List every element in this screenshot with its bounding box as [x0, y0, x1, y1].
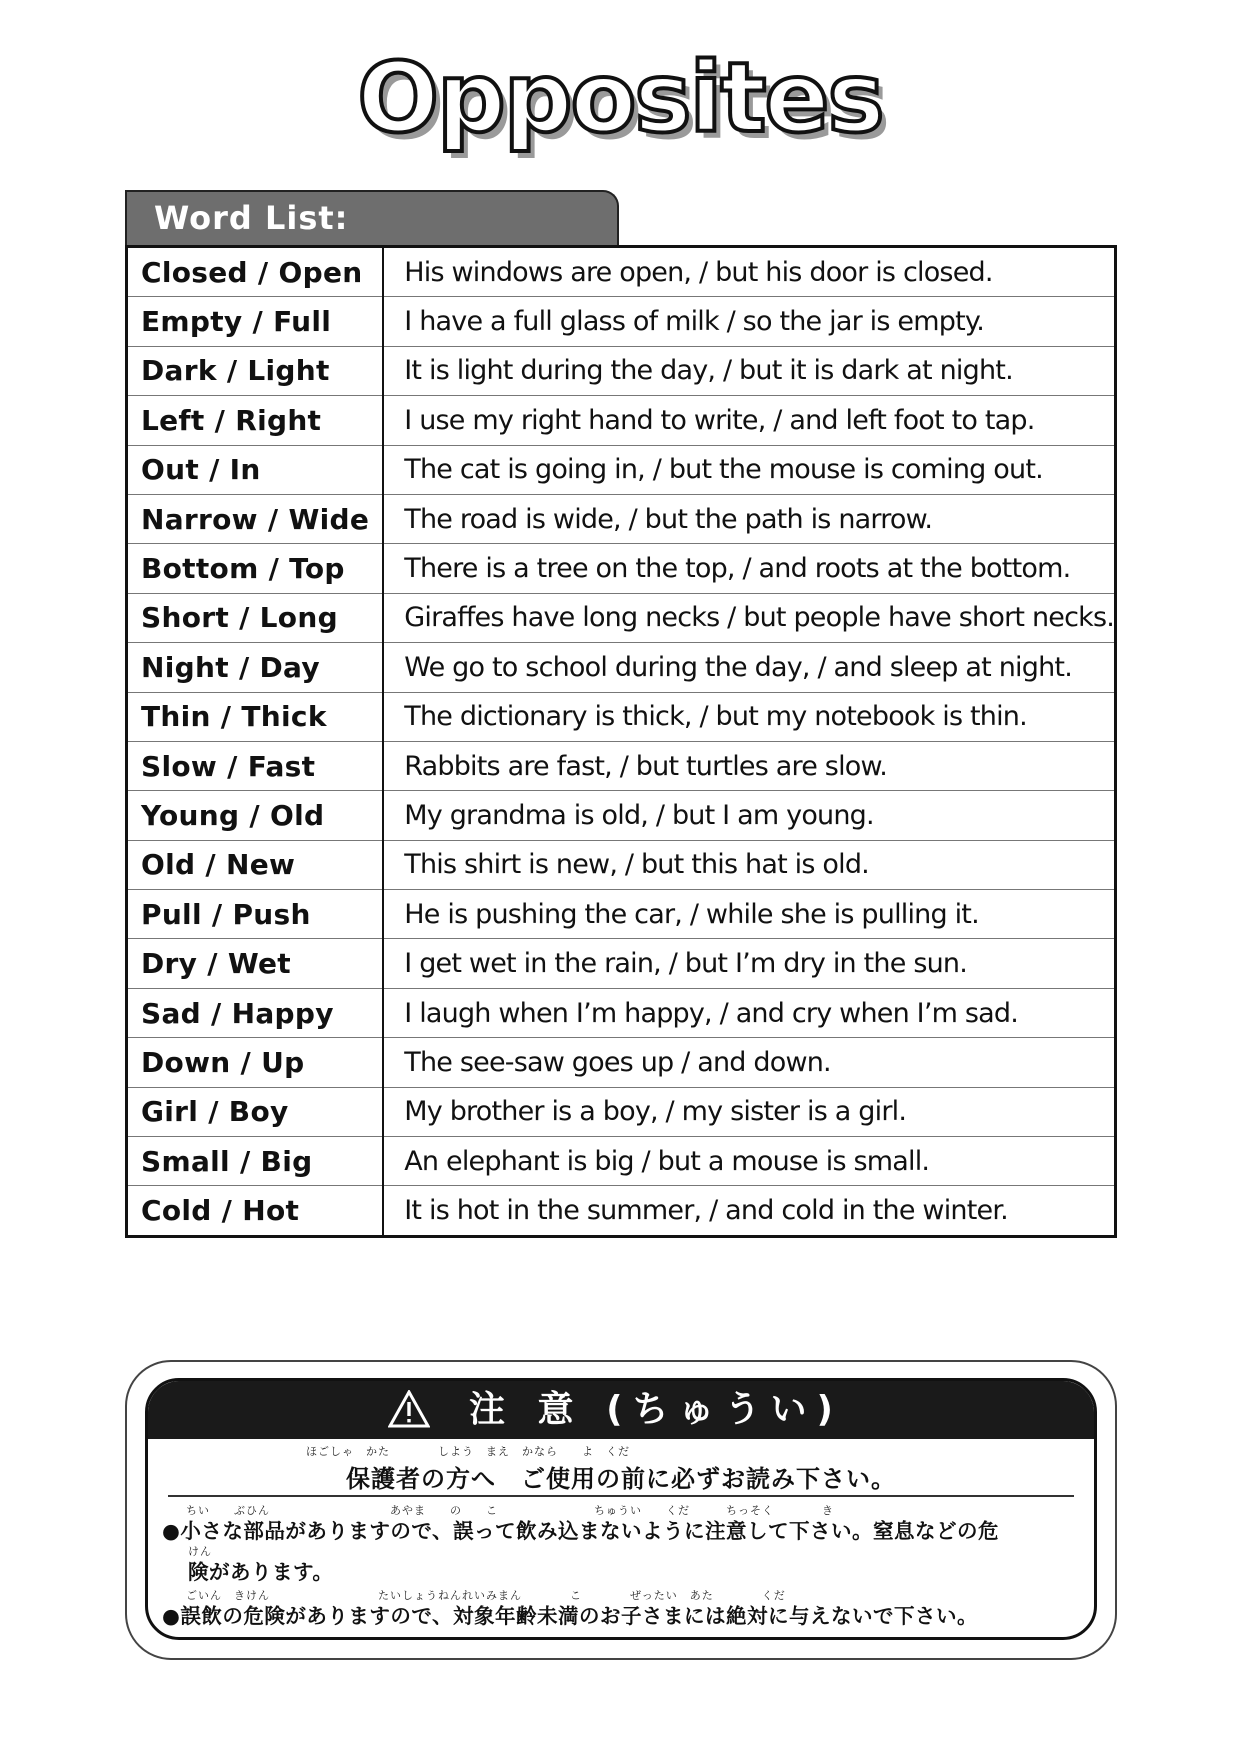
example-sentence: An elephant is big / but a mouse is small.: [383, 1137, 1115, 1186]
table-row: [127, 890, 1116, 939]
table-row: [127, 643, 1116, 692]
table-row: [127, 494, 1116, 543]
caution-box: [145, 1378, 1097, 1640]
word-pair: Pull / Push: [127, 890, 384, 939]
guardian-ruby: ほごしゃ かた しよう まえ かなら よ くだ: [306, 1445, 630, 1458]
word-pair: Sad / Happy: [127, 988, 384, 1037]
example-sentence: I have a full glass of milk / so the jar is empty.: [383, 297, 1115, 346]
example-sentence: Giraffes have long necks / but people have short necks.: [383, 593, 1115, 642]
example-sentence: I use my right hand to write, / and left foot to tap.: [383, 396, 1115, 445]
note1-ruby2: けん: [188, 1545, 212, 1558]
example-sentence: I laugh when I’m happy, / and cry when I’m sad.: [383, 988, 1115, 1037]
example-sentence: This shirt is new, / but this hat is old.: [383, 840, 1115, 889]
table-row: [127, 1038, 1116, 1087]
caution-title: 注 意 (ちゅうい): [469, 1389, 843, 1430]
table-row: [127, 297, 1116, 346]
word-pair: Out / In: [127, 445, 384, 494]
word-list-table: [125, 245, 1117, 1238]
table-row: [127, 840, 1116, 889]
example-sentence: We go to school during the day, / and sleep at night.: [383, 643, 1115, 692]
table-row: [127, 544, 1116, 593]
table-row: [127, 247, 1116, 297]
table-row: [127, 1186, 1116, 1236]
word-list-heading: Word List:: [154, 199, 349, 237]
caution-header: [148, 1381, 1094, 1439]
example-sentence: My grandma is old, / but I am young.: [383, 791, 1115, 840]
example-sentence: My brother is a boy, / my sister is a girl.: [383, 1087, 1115, 1136]
warning-triangle-icon: [388, 1390, 430, 1428]
word-pair: Closed / Open: [127, 247, 384, 297]
example-sentence: I get wet in the rain, / but I’m dry in the sun.: [383, 939, 1115, 988]
example-sentence: His windows are open, / but his door is closed.: [404, 256, 993, 288]
word-pair: Girl / Boy: [127, 1087, 384, 1136]
example-sentence: He is pushing the car, / while she is pulling it.: [383, 890, 1115, 939]
word-pair: Thin / Thick: [127, 692, 384, 741]
table-row: [127, 741, 1116, 790]
example-sentence: The see-saw goes up / and down.: [383, 1038, 1115, 1087]
example-sentence: It is light during the day, / but it is dark at night.: [383, 346, 1115, 395]
note1-line2: 険があります。: [188, 1560, 334, 1584]
word-pair: Night / Day: [127, 643, 384, 692]
word-pair: Dark / Light: [127, 346, 384, 395]
word-pair: Slow / Fast: [127, 741, 384, 790]
example-sentence: There is a tree on the top, / and roots at the bottom.: [383, 544, 1115, 593]
word-pair: Bottom / Top: [127, 544, 384, 593]
note1-line1: ●小さな部品がありますので、誤って飲み込まないように注意して下さい。窒息などの危: [162, 1519, 999, 1543]
word-pair: Small / Big: [127, 1137, 384, 1186]
word-pair: Young / Old: [127, 791, 384, 840]
example-sentence: The dictionary is thick, / but my notebook is thin.: [383, 692, 1115, 741]
table-row: [127, 988, 1116, 1037]
word-pair: Empty / Full: [127, 297, 384, 346]
word-pair: Dry / Wet: [127, 939, 384, 988]
word-pair: Down / Up: [127, 1038, 384, 1087]
guardian-notice: 保護者の方へ ご使用の前に必ずお読み下さい。: [346, 1465, 896, 1493]
table-row: [127, 692, 1116, 741]
table-row: [127, 1087, 1116, 1136]
word-pair: Left / Right: [127, 396, 384, 445]
word-pair: Cold / Hot: [127, 1186, 384, 1236]
divider: [168, 1495, 1074, 1497]
example-sentence: Rabbits are fast, / but turtles are slow.: [383, 741, 1115, 790]
table-row: [127, 1137, 1116, 1186]
word-pair: Old / New: [127, 840, 384, 889]
note2-line: ●誤飲の危険がありますので、対象年齢未満のお子さまには絶対に与えないで下さい。: [162, 1604, 978, 1628]
word-list-tab: [125, 190, 619, 245]
table-row: [127, 791, 1116, 840]
example-sentence: The road is wide, / but the path is narrow.: [383, 494, 1115, 543]
table-row: [127, 396, 1116, 445]
note1-ruby: ちい ぶひん あやま の こ ちゅうい くだ ちっそく き: [186, 1504, 834, 1517]
table-row: [127, 593, 1116, 642]
example-sentence: The cat is going in, / but the mouse is coming out.: [383, 445, 1115, 494]
word-pair: Short / Long: [127, 593, 384, 642]
word-pair: Narrow / Wide: [127, 494, 384, 543]
table-row: [127, 346, 1116, 395]
table-row: [127, 445, 1116, 494]
page-title: Opposites: [357, 42, 883, 154]
note2-ruby: ごいん きけん たいしょうねんれいみまん こ ぜったい あた くだ: [186, 1589, 786, 1602]
example-sentence: It is hot in the summer, / and cold in the winter.: [383, 1186, 1115, 1236]
table-row: [127, 939, 1116, 988]
